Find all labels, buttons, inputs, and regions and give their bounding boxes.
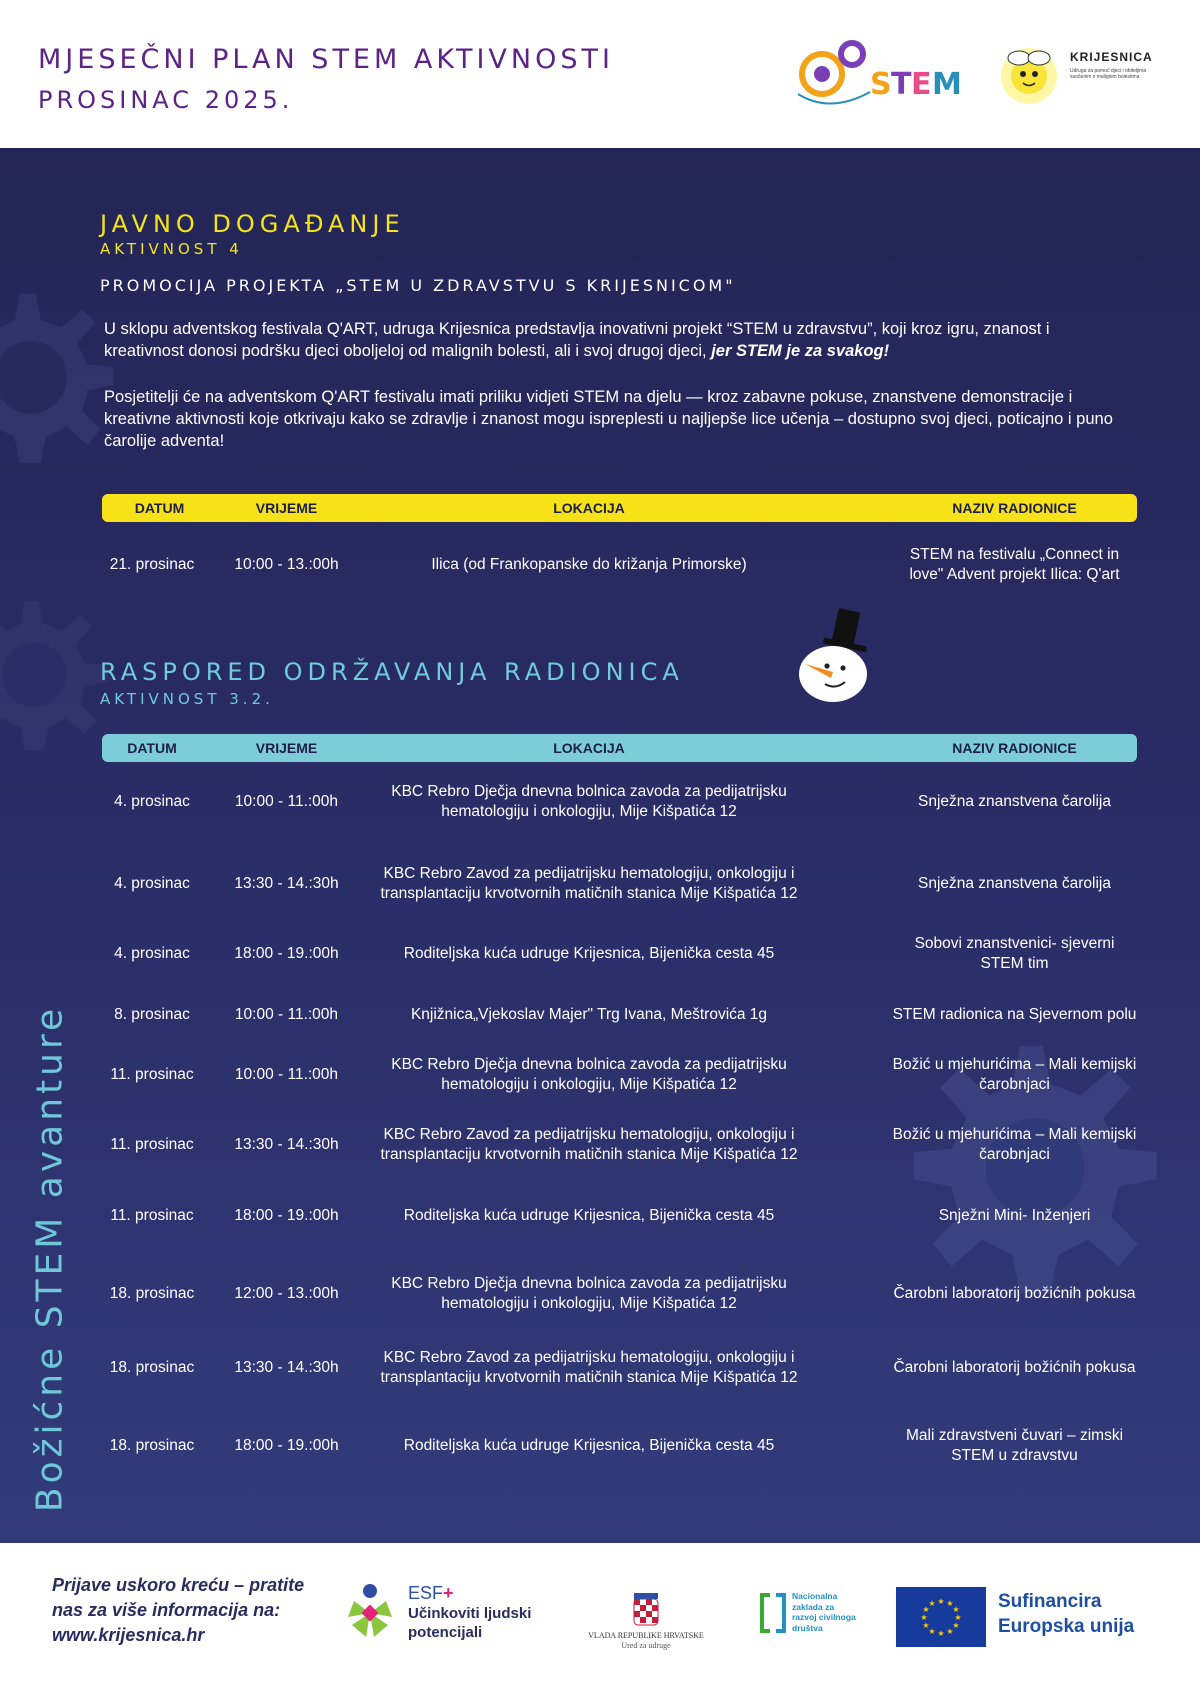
cell-location: KBC Rebro Zavod za pedijatrijsku hematologiju, onkologiju i transplantaciju krvotvornih matičnih stanica Mije Kišpatića 12 — [380, 1349, 798, 1386]
header-time: VRIJEME — [255, 500, 318, 516]
header-time: VRIJEME — [255, 740, 318, 756]
eu-flag-icon — [896, 1587, 986, 1647]
esf-plus: + — [443, 1583, 454, 1603]
cell-workshop: Čarobni laboratorij božićnih pokusa — [893, 1285, 1136, 1302]
esf-title-text: ESF — [408, 1583, 444, 1603]
cell-workshop: Snježna znanstvena čarolija — [917, 793, 1111, 810]
cell-date: 4. prosinac — [114, 793, 190, 810]
svg-text:★: ★ — [952, 1621, 960, 1630]
cell-location: Roditeljska kuća udruge Krijesnica, Bijenička cesta 45 — [403, 1437, 775, 1454]
cell-workshop: Sobovi znanstvenici- sjeverni STEM tim — [914, 935, 1115, 972]
header-date: DATUM — [127, 740, 177, 756]
promo-title: PROMOCIJA PROJEKTA „STEM U ZDRAVSTVU S KRIJESNICOM" — [100, 276, 736, 295]
svg-text:E: E — [911, 67, 932, 102]
svg-text:M: M — [932, 67, 962, 102]
cell-workshop: Čarobni laboratorij božićnih pokusa — [893, 1359, 1136, 1376]
cell-time: 13:30 - 14.:30h — [234, 1359, 339, 1376]
cell-date: 4. prosinac — [114, 875, 190, 892]
section2-title: RASPORED ODRŽAVANJA RADIONICA — [100, 658, 684, 686]
krijesnica-name: KRIJESNICA — [1070, 50, 1153, 64]
cell-date: 4. prosinac — [114, 945, 190, 962]
cell-date: 11. prosinac — [110, 1207, 194, 1224]
header — [0, 0, 1200, 148]
bracket-logo-icon — [758, 1591, 788, 1635]
svg-text:★: ★ — [952, 1605, 960, 1614]
firefly-icon — [995, 38, 1067, 108]
table-row — [102, 985, 1137, 1045]
svg-text:★: ★ — [922, 1605, 930, 1614]
page-title: MJESEČNI PLAN STEM AKTIVNOSTI — [38, 44, 614, 75]
cell-workshop: STEM na festivalu „Connect in love" Advent projekt Ilica: Q'art — [909, 546, 1120, 583]
esf-flower-icon — [340, 1583, 400, 1645]
table-row — [102, 540, 1137, 590]
eu-cofinanced-text: Sufinancira Europska unija — [998, 1591, 1135, 1637]
cell-time: 10:00 - 11.:00h — [234, 1006, 339, 1023]
table-row — [102, 924, 1137, 984]
svg-text:T: T — [891, 67, 912, 102]
cell-time: 18:00 - 19.:00h — [234, 1207, 339, 1224]
esf-line2: potencijali — [408, 1624, 483, 1641]
event-table-header — [102, 494, 1137, 522]
snowman-icon — [785, 604, 885, 704]
cell-location: KBC Rebro Zavod za pedijatrijsku hematologiju, onkologiju i transplantaciju krvotvornih matičnih stanica Mije Kišpatića 12 — [380, 865, 798, 902]
cell-location: KBC Rebro Dječja dnevna bolnica zavoda za pedijatrijsku hematologiju i onkologiju, Mije Kišpatića 12 — [391, 783, 787, 820]
svg-text:★: ★ — [946, 1599, 954, 1608]
footer-cta: Prijave uskoro kreću – pratite nas za više informacija na: www.krijesnica.hr — [52, 1575, 305, 1645]
cell-date: 11. prosinac — [110, 1066, 194, 1083]
cell-location: Knjižnica„Vjekoslav Majer" Trg Ivana, Meštrovića 1g — [410, 1006, 768, 1023]
svg-text:★: ★ — [928, 1599, 936, 1608]
cell-location: Ilica (od Frankopanske do križanja Primorske) — [431, 556, 747, 573]
nacionalna-zaklada-logo — [758, 1591, 858, 1671]
vlada-logo — [582, 1591, 710, 1661]
cell-workshop: Mali zdravstveni čuvari – zimski STEM u zdravstvu — [905, 1427, 1124, 1464]
krijesnica-tagline: Udruga za pomoć djeci i obiteljima suočenim s malignim bolestima — [1070, 68, 1147, 80]
cell-location: Roditeljska kuća udruge Krijesnica, Bijenička cesta 45 — [403, 1207, 775, 1224]
header-date: DATUM — [134, 500, 185, 516]
cell-time: 13:30 - 14.:30h — [234, 1136, 339, 1153]
krijesnica-logo — [995, 38, 1170, 108]
cell-workshop: Snježna znanstvena čarolija — [917, 875, 1111, 892]
cell-workshop: Božić u mjehurićima – Mali kemijski čarobnjaci — [892, 1126, 1137, 1163]
svg-text:★: ★ — [954, 1613, 962, 1622]
intro-text: U sklopu adventskog festivala Q'ART, udruga Krijesnica predstavlja inovativni projekt “STEM u zdravstvu”, koji kroz igru, znanost i kreativnost donosi podršku djeci oboljeloj od malignih bolesti, ali i svoj drugoj djeci, — [104, 320, 1050, 360]
cell-location: KBC Rebro Zavod za pedijatrijsku hematologiju, onkologiju i transplantaciju krvotvornih matičnih stanica Mije Kišpatića 12 — [380, 1126, 798, 1163]
cell-time: 13:30 - 14.:30h — [234, 875, 339, 892]
side-vertical-text: Božićne STEM avanture — [29, 1004, 71, 1513]
svg-text:★: ★ — [920, 1613, 928, 1622]
cell-date: 11. prosinac — [110, 1136, 194, 1153]
cell-date: 8. prosinac — [114, 1006, 190, 1023]
table-row — [102, 854, 1137, 914]
cell-location: Roditeljska kuća udruge Krijesnica, Bijenička cesta 45 — [403, 945, 775, 962]
cell-location: KBC Rebro Dječja dnevna bolnica zavoda za pedijatrijsku hematologiju i onkologiju, Mije Kišpatića 12 — [391, 1056, 787, 1093]
cell-location: KBC Rebro Dječja dnevna bolnica zavoda za pedijatrijsku hematologiju i onkologiju, Mije Kišpatića 12 — [391, 1275, 787, 1312]
intro-emphasis: jer STEM je za svakog! — [711, 342, 890, 360]
table-row — [102, 1416, 1137, 1476]
table-row — [102, 1338, 1137, 1398]
header-location: LOKACIJA — [553, 740, 625, 756]
croatian-coat-of-arms-icon — [631, 1591, 661, 1627]
table-row — [102, 1115, 1137, 1175]
table-row — [102, 1186, 1137, 1246]
cell-time: 10:00 - 11.:00h — [234, 793, 339, 810]
vlada-name: VLADA REPUBLIKE HRVATSKE — [588, 1631, 704, 1640]
cell-workshop: Božić u mjehurićima – Mali kemijski čarobnjaci — [892, 1056, 1137, 1093]
cell-workshop: STEM radionica na Sjevernom polu — [892, 1006, 1137, 1023]
svg-text:★: ★ — [928, 1627, 936, 1636]
footer — [0, 1543, 1200, 1697]
header-workshop: NAZIV RADIONICE — [952, 500, 1077, 516]
svg-text:★: ★ — [937, 1629, 945, 1638]
table-row — [102, 1264, 1137, 1324]
cell-time: 18:00 - 19.:00h — [234, 1437, 339, 1454]
svg-text:★: ★ — [937, 1597, 945, 1606]
header-workshop: NAZIV RADIONICE — [952, 740, 1077, 756]
esf-logo — [340, 1583, 560, 1653]
svg-text:S: S — [870, 67, 892, 102]
esf-title — [408, 1583, 454, 1604]
main-panel — [0, 148, 1200, 1543]
visitor-paragraph: Posjetitelji će na adventskom Q'ART festivalu imati priliku vidjeti STEM na djelu — kroz zabavne pokuse, znanstvene demonstracije i kreativne aktivnosti koje otkrivaju kako se zdravlje i znanost mogu ispreplesti u najljepše lice učenja – dostupno svoj djeci, poticajno i puno čarolije adventa! — [104, 388, 1113, 450]
table-row — [102, 772, 1137, 832]
cell-date: 18. prosinac — [109, 1359, 195, 1376]
header-location: LOKACIJA — [553, 500, 625, 516]
cell-workshop: Snježni Mini- Inženjeri — [938, 1207, 1091, 1224]
intro-paragraph — [104, 318, 1124, 362]
cell-time: 10:00 - 11.:00h — [234, 1066, 339, 1083]
cell-time: 12:00 - 13.:00h — [234, 1285, 339, 1302]
vlada-sub: Ured za udruge — [621, 1641, 671, 1650]
cell-date: 18. prosinac — [109, 1285, 195, 1302]
svg-text:★: ★ — [946, 1627, 954, 1636]
cell-date: 21. prosinac — [109, 556, 195, 573]
section2-subtitle: AKTIVNOST 3.2. — [100, 690, 274, 708]
section1-title: JAVNO DOGAĐANJE — [100, 210, 405, 238]
esf-line1: Učinkoviti ljudski — [408, 1605, 532, 1622]
schedule-table-header — [102, 734, 1137, 762]
section1-subtitle: AKTIVNOST 4 — [100, 240, 243, 258]
stem-logo — [790, 34, 970, 114]
cell-time: 10:00 - 13.:00h — [234, 556, 339, 573]
page-subtitle: PROSINAC 2025. — [38, 86, 294, 114]
svg-text:★: ★ — [922, 1621, 930, 1630]
nacionalna-zaklada-text: Nacionalna zaklada za razvoj civilnoga društva — [792, 1591, 856, 1633]
cell-date: 18. prosinac — [109, 1437, 195, 1454]
table-row — [102, 1045, 1137, 1105]
cell-time: 18:00 - 19.:00h — [234, 945, 339, 962]
